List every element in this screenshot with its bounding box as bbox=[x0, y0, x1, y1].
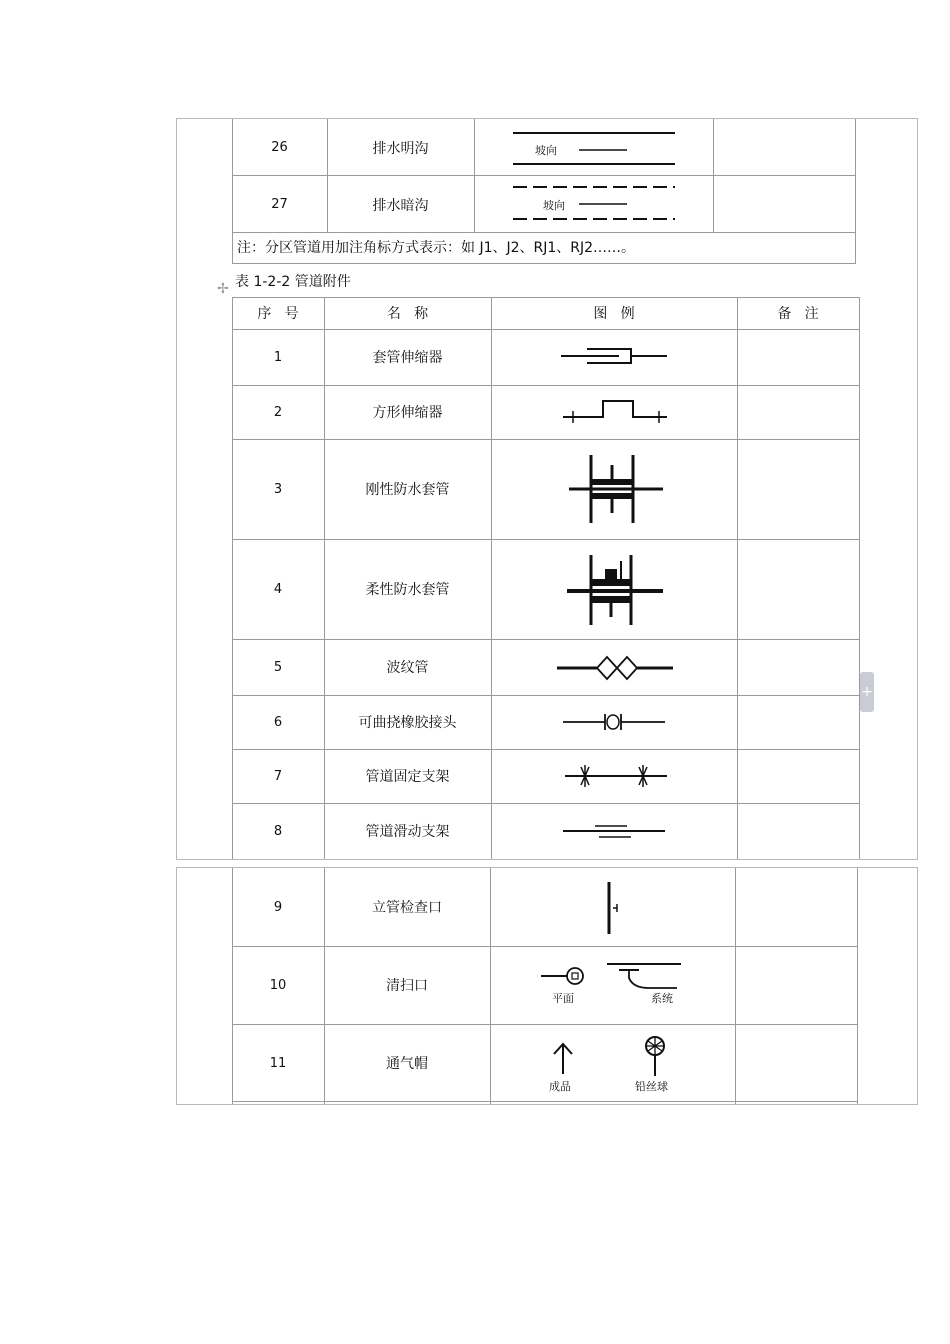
slope-label: 坡向 bbox=[535, 144, 557, 157]
sliding-support-symbol bbox=[561, 817, 667, 847]
row-name: 排水暗沟 bbox=[372, 197, 429, 214]
fixed-support-symbol bbox=[563, 761, 669, 791]
row-number: 1 bbox=[273, 349, 283, 365]
plan-label: 平面 bbox=[552, 992, 574, 1005]
row-name: 立管检查口 bbox=[372, 900, 442, 916]
row-name: 可曲挠橡胶接头 bbox=[358, 715, 457, 731]
row-name: 管道滑动支架 bbox=[365, 824, 450, 840]
table-move-anchor-icon[interactable]: ✢ bbox=[217, 281, 229, 297]
row-name: 波纹管 bbox=[386, 660, 429, 676]
table-panel-1 bbox=[176, 118, 918, 860]
row-name: 清扫口 bbox=[386, 978, 428, 994]
header-remark: 备 注 bbox=[777, 306, 819, 322]
row-name: 柔性防水套管 bbox=[365, 582, 450, 598]
flexible-waterproof-sleeve-symbol bbox=[565, 551, 665, 631]
cleanout-plan-symbol bbox=[539, 964, 589, 988]
square-expansion-joint-symbol bbox=[561, 395, 671, 425]
table-note: 注：分区管道用加注角标方式表示：如 J1、J2、RJ1、RJ2……。 bbox=[237, 240, 636, 256]
grid-line bbox=[859, 297, 860, 859]
grid-line bbox=[737, 297, 738, 859]
grid-line bbox=[713, 119, 714, 233]
open-drain-symbol bbox=[507, 129, 677, 169]
corrugated-pipe-symbol bbox=[555, 653, 675, 683]
grid-line bbox=[855, 119, 856, 264]
row-name: 管道固定支架 bbox=[365, 769, 450, 785]
row-name: 方形伸缩器 bbox=[372, 405, 443, 421]
grid-line bbox=[490, 868, 491, 1104]
slope-label: 坡向 bbox=[543, 199, 565, 212]
covered-drain-symbol bbox=[507, 183, 677, 223]
table-caption: 表 1-2-2 管道附件 bbox=[235, 274, 351, 290]
row-number: 5 bbox=[273, 659, 283, 675]
table-panel-2 bbox=[176, 867, 918, 1105]
row-number: 2 bbox=[273, 404, 283, 420]
header-legend: 图 例 bbox=[593, 306, 635, 322]
grid-line bbox=[491, 297, 492, 859]
row-number: 6 bbox=[273, 714, 283, 730]
finished-label: 成品 bbox=[549, 1080, 571, 1093]
rigid-waterproof-sleeve-symbol bbox=[567, 451, 667, 531]
grid-line bbox=[735, 868, 736, 1104]
cleanout-system-symbol bbox=[605, 960, 685, 996]
row-name: 通气帽 bbox=[386, 1056, 428, 1072]
sleeve-expansion-joint-symbol bbox=[559, 341, 669, 371]
row-number: 27 bbox=[271, 197, 288, 212]
row-number: 4 bbox=[273, 581, 283, 597]
row-name: 刚性防水套管 bbox=[365, 482, 450, 498]
row-name: 排水明沟 bbox=[372, 140, 429, 157]
row-name: 套管伸缩器 bbox=[372, 350, 443, 366]
header-name: 名 称 bbox=[386, 306, 429, 322]
system-label: 系统 bbox=[651, 992, 673, 1005]
grid-line bbox=[474, 119, 475, 233]
vent-cap-finished-symbol bbox=[551, 1040, 575, 1076]
row-number: 3 bbox=[273, 481, 283, 497]
header-number: 序 号 bbox=[257, 306, 299, 322]
flexible-rubber-joint-symbol bbox=[561, 707, 667, 737]
vent-cap-wire-ball-symbol bbox=[641, 1034, 669, 1078]
wire-ball-label: 铅丝球 bbox=[635, 1080, 668, 1093]
riser-inspection-port-symbol bbox=[603, 880, 623, 936]
row-number: 8 bbox=[273, 823, 283, 839]
row-number: 10 bbox=[269, 977, 287, 993]
row-number: 7 bbox=[273, 768, 283, 784]
row-number: 11 bbox=[269, 1055, 287, 1071]
row-number: 26 bbox=[271, 140, 288, 155]
row-number: 9 bbox=[273, 899, 283, 915]
grid-line bbox=[232, 263, 855, 264]
side-expand-button[interactable]: + bbox=[860, 672, 874, 712]
grid-line bbox=[857, 868, 858, 1104]
